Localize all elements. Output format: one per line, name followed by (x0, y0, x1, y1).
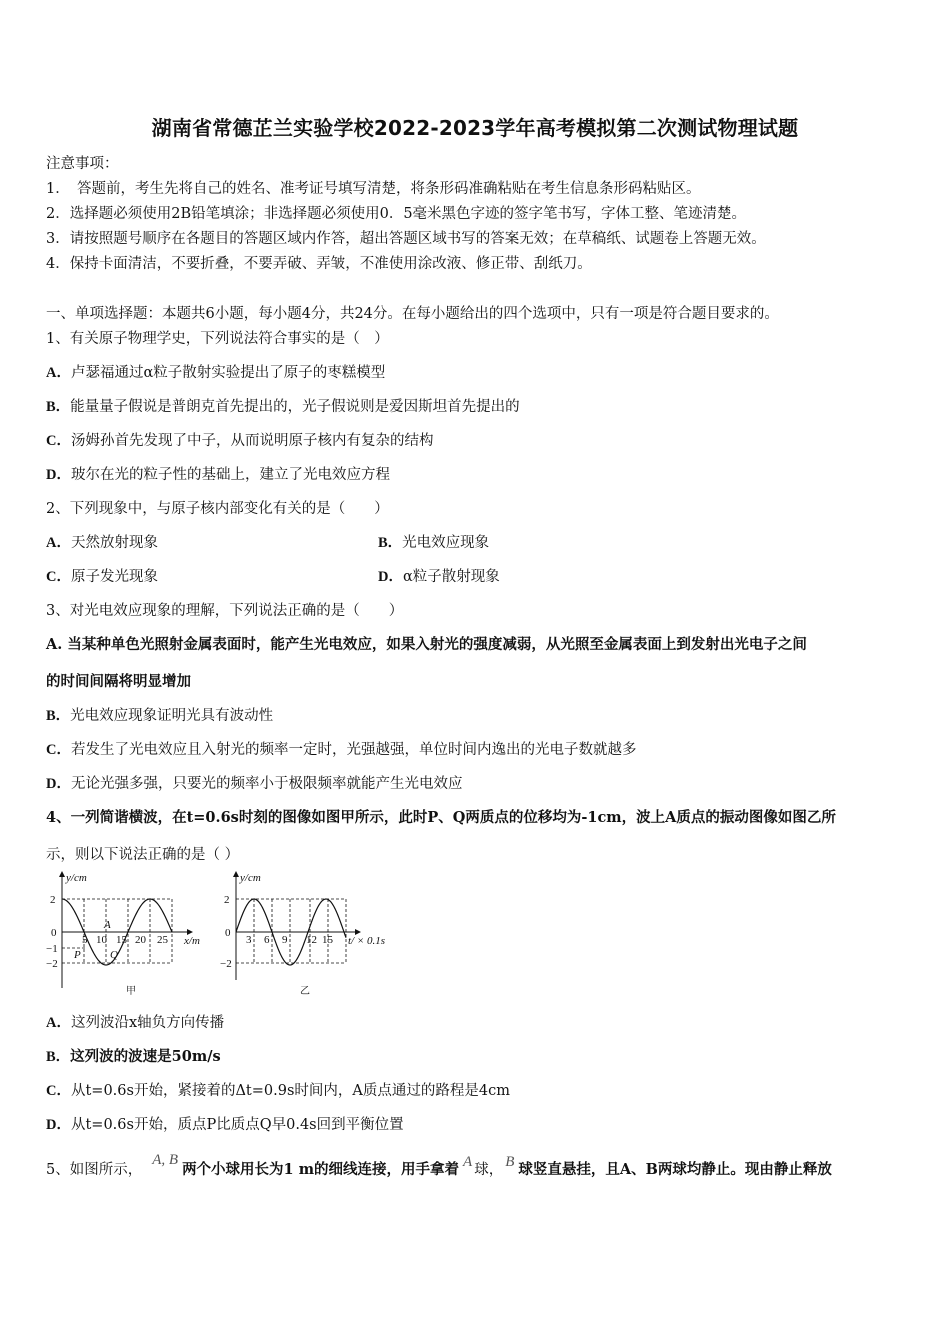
question-1-option-b: B．能量量子假说是普朗克首先提出的，光子假说则是爱因斯坦首先提出的 (46, 399, 520, 415)
question-2-option-c: C．原子发光现象 (46, 569, 158, 585)
x-tick: 20 (135, 934, 146, 946)
math-b: B (505, 1154, 515, 1170)
question-4-option-a: A．这列波沿x轴负方向传播 (46, 1015, 225, 1031)
question-2-stem: 2、下列现象中，与原子核内部变化有关的是（ ） (46, 501, 389, 517)
notice-item-1: 1． 答题前，考生先将自己的姓名、准考证号填写清楚，将条形码准确粘贴在考生信息条形码粘贴区。 (46, 181, 701, 197)
graph-caption-jia: 甲 (126, 986, 136, 997)
x-tick: 25 (157, 934, 168, 946)
t-tick: 9 (282, 934, 288, 946)
point-label-q: Q (110, 949, 118, 961)
question-1-option-a: A．卢瑟福通过α粒子散射实验提出了原子的枣糕模型 (46, 365, 386, 381)
notice-item-2: 2．选择题必须使用2B铅笔填涂；非选择题必须使用0．5毫米黑色字迹的签字笔书写，字体工整、笔迹清楚。 (46, 206, 747, 222)
wave-graph-jia (46, 868, 216, 1000)
question-5-stem: 5、如图所示，A, B两个小球用长为1 m的细线连接，用手拿着 A 球， B 球竖直悬挂，且A、B两球均静止。现由静止释放 (46, 1152, 832, 1178)
question-2-option-b: B．光电效应现象 (378, 535, 490, 551)
x-tick: 15 (116, 934, 127, 946)
question-2-option-d: D．α粒子散射现象 (378, 569, 500, 585)
question-3-option-d: D．无论光强多强，只要光的频率小于极限频率就能产生光电效应 (46, 776, 463, 792)
page-title: 湖南省常德芷兰实验学校2022-2023学年高考模拟第二次测试物理试题 (151, 116, 799, 140)
y-tick: 2 (50, 894, 56, 906)
point-label-a: A (104, 919, 111, 931)
question-3-option-b: B．光电效应现象证明光具有波动性 (46, 708, 274, 724)
y-tick: 2 (224, 894, 230, 906)
math-a: A (463, 1154, 473, 1170)
t-tick: 12 (306, 934, 317, 946)
notice-item-4: 4．保持卡面清洁，不要折叠，不要弄破、弄皱，不准使用涂改液、修正带、刮纸刀。 (46, 256, 592, 272)
question-4-option-d: D．从t=0.6s开始，质点P比质点Q早0.4s回到平衡位置 (46, 1117, 404, 1133)
t-axis-label: t/ × 0.1s (348, 935, 386, 947)
t-tick: 3 (246, 934, 252, 946)
x-axis-label: x/m (184, 935, 200, 947)
y-tick: −2 (46, 958, 58, 970)
question-2-option-a: A．天然放射现象 (46, 535, 158, 551)
question-1-option-c: C．汤姆孙首先发现了中子，从而说明原子核内有复杂的结构 (46, 433, 434, 449)
y-axis-label: y/cm (240, 872, 261, 884)
section-heading: 一、单项选择题：本题共6小题，每小题4分，共24分。在每小题给出的四个选项中，只有一项是符合题目要求的。 (46, 306, 779, 322)
math-ab: A, B (152, 1152, 179, 1168)
x-tick: 5 (82, 934, 88, 946)
y-axis-label: y/cm (66, 872, 87, 884)
t-tick: 6 (264, 934, 270, 946)
t-tick: 15 (322, 934, 333, 946)
y-tick: 0 (225, 927, 231, 939)
notice-heading: 注意事项： (46, 156, 119, 172)
y-tick: −1 (46, 943, 58, 955)
vibration-graph-yi (220, 868, 395, 1000)
question-3-stem: 3、对光电效应现象的理解，下列说法正确的是（ ） (46, 603, 404, 619)
question-4-option-b: B．这列波的波速是50m/s (46, 1048, 221, 1065)
y-tick: −2 (220, 958, 232, 970)
question-4-option-c: C．从t=0.6s开始，紧接着的Δt=0.9s时间内，A质点通过的路程是4cm (46, 1083, 510, 1099)
question-3-option-a-cont: 的时间间隔将明显增加 (46, 673, 191, 690)
x-tick: 10 (96, 934, 107, 946)
point-label-p: P (74, 949, 81, 961)
graph-caption-yi: 乙 (300, 986, 310, 997)
question-3-option-c: C．若发生了光电效应且入射光的频率一定时，光强越强，单位时间内逸出的光电子数就越多 (46, 742, 637, 758)
y-tick: 0 (51, 927, 57, 939)
question-4-stem-cont: 示，则以下说法正确的是（ ） (46, 847, 240, 863)
question-1-option-d: D．玻尔在光的粒子性的基础上，建立了光电效应方程 (46, 467, 390, 483)
question-4-stem: 4、一列简谐横波，在t=0.6s时刻的图像如图甲所示，此时P、Q两质点的位移均为-1cm，波上A质点的振动图像如图乙所 (46, 809, 836, 826)
notice-item-3: 3．请按照题号顺序在各题目的答题区域内作答，超出答题区域书写的答案无效；在草稿纸、试题卷上答题无效。 (46, 231, 766, 247)
question-3-option-a: A. 当某种单色光照射金属表面时，能产生光电效应，如果入射光的强度减弱，从光照至金属表面上到发射出光电子之间 (46, 636, 807, 653)
question-1-stem: 1、有关原子物理学史，下列说法符合事实的是（ ） (46, 331, 389, 347)
